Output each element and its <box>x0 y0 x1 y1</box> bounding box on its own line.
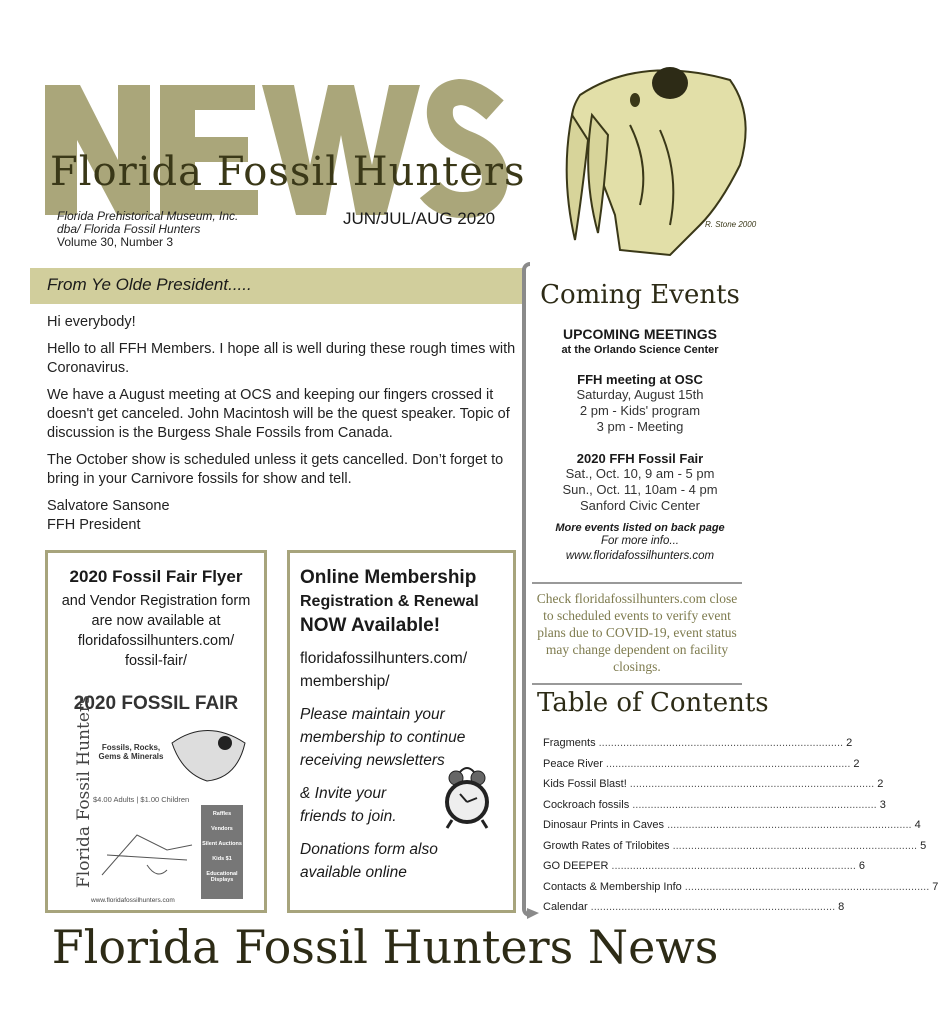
artist-signature: R. Stone 2000 <box>705 220 757 229</box>
toc-page: 8 <box>838 901 845 914</box>
membership-subtitle: Registration & Renewal <box>300 593 479 610</box>
url-line[interactable]: floridafossilhunters.com/ <box>300 650 468 667</box>
coming-events-title: Coming Events <box>540 280 740 310</box>
signature-name: Salvatore Sansone <box>47 498 170 514</box>
fossil-fair-flyer-image[interactable] <box>61 693 251 908</box>
more-info: For more info... <box>601 535 679 547</box>
toc-title: Table of Contents <box>537 688 769 718</box>
toc-page: 3 <box>879 798 886 811</box>
toc-item[interactable] <box>543 877 938 898</box>
toc-label: Fragments <box>543 737 596 750</box>
membership-box <box>287 550 516 913</box>
donations-text: Donations form also available online <box>300 841 438 881</box>
toc-item[interactable] <box>543 733 853 754</box>
flyer-side-text: Florida Fossil Hunters <box>74 695 94 888</box>
flyer-sidebar-item: Kids $1 <box>212 856 232 862</box>
toc-page: 6 <box>858 860 866 873</box>
toc-label: Kids Fossil Blast! <box>543 778 627 791</box>
flyer-skull-icon <box>167 723 249 783</box>
meeting-line: 2 pm - Kids' program <box>579 403 701 418</box>
toc-page: 4 <box>914 819 921 832</box>
toc-leader: ................................................................................ <box>629 778 875 791</box>
toc-leader: ................................................................................ <box>672 839 918 852</box>
toc-leader: ................................................................................ <box>590 901 836 914</box>
covid-notice: Check floridafossilhunters.com close to scheduled events to verify event plans due to COVID-19, event status may change dependent on facility closings. <box>532 582 742 685</box>
membership-link[interactable] <box>300 647 503 693</box>
flyer-sidebar-item: Vendors <box>211 826 233 832</box>
president-letter <box>47 313 517 535</box>
flyer-price: $4.00 Adults | $1.00 Children <box>93 795 190 804</box>
website-link[interactable]: www.floridafossilhunters.com <box>565 550 715 562</box>
org-script-title: Florida Fossil Hunters <box>50 149 526 195</box>
bracket-divider <box>522 262 530 917</box>
table-of-contents <box>543 733 938 918</box>
toc-leader: ................................................................................ <box>632 798 877 811</box>
toc-item[interactable] <box>543 815 921 836</box>
url-line[interactable]: membership/ <box>300 673 390 690</box>
toc-label: Dinosaur Prints in Caves <box>543 819 665 832</box>
membership-title: Online Membership <box>300 567 477 588</box>
paragraph: Hello to all FFH Members. I hope all is well during these rough times with Coronavirus. <box>47 341 516 376</box>
maintain-text: Please maintain your membership to continue receiving newsletters <box>300 706 466 769</box>
fair-line: Sanford Civic Center <box>580 498 700 513</box>
paragraph: Hi everybody! <box>47 314 136 330</box>
news-masthead-logo <box>0 0 520 230</box>
paragraph: We have a August meeting at OCS and keeping our fingers crossed it doesn't get canceled. John Macintosh will be the quest speaker. Topic of discussion is the Burgess Shale Fossils from Canada. <box>47 387 510 441</box>
toc-item[interactable] <box>543 754 860 775</box>
toc-leader: ................................................................................ <box>598 737 844 750</box>
flyer-link[interactable]: floridafossilhunters.com/ <box>77 633 235 649</box>
flyer-image-title: 2020 FOSSIL FAIR <box>73 693 239 714</box>
toc-page: 2 <box>846 737 853 750</box>
more-events: More events listed on back page <box>555 522 725 534</box>
toc-item[interactable] <box>543 774 884 795</box>
paragraph: The October show is scheduled unless it gets cancelled. Don’t forget to bring in your Carnivore fossils for show and tell. <box>47 452 504 487</box>
fair-line: Sun., Oct. 11, 10am - 4 pm <box>562 482 718 497</box>
meeting-title: FFH meeting at OSC <box>577 372 703 387</box>
flyer-text: are now available at <box>91 613 221 629</box>
toc-item[interactable] <box>543 795 886 816</box>
coming-events <box>535 280 745 564</box>
toc-page: 2 <box>853 757 860 770</box>
signature-title: FFH President <box>47 517 141 533</box>
toc-page: 7 <box>932 880 938 893</box>
toc-item[interactable] <box>543 897 845 918</box>
toc-label: Cockroach fossils <box>543 798 630 811</box>
toc-page: 2 <box>877 778 884 791</box>
toc-leader: ................................................................................ <box>611 860 856 873</box>
flyer-sidebar-item: Raffles <box>212 811 232 817</box>
volume: Volume 30, Number 3 <box>57 235 174 249</box>
toc-page: 5 <box>920 839 927 852</box>
dba: dba/ Florida Fossil Hunters <box>57 222 201 236</box>
flyer-url: www.floridafossilhunters.com <box>91 897 175 904</box>
toc-leader: ................................................................................ <box>684 880 930 893</box>
toc-item[interactable] <box>543 856 866 877</box>
flyer-title: 2020 Fossil Fair Flyer <box>69 567 243 586</box>
president-heading: From Ye Olde President..... <box>30 268 524 304</box>
now-available: NOW Available! <box>300 615 441 636</box>
fair-title: 2020 FFH Fossil Fair <box>576 451 704 466</box>
flyer-text: and Vendor Registration form <box>61 593 251 609</box>
alarm-clock-icon <box>442 768 492 832</box>
fair-line: Sat., Oct. 10, 9 am - 5 pm <box>565 466 715 481</box>
flyer-sidebar <box>201 805 243 899</box>
footer-title: Florida Fossil Hunters News <box>51 920 719 974</box>
flyer-headline: Fossils, Rocks, Gems & Minerals <box>98 743 164 761</box>
toc-leader: ................................................................................ <box>605 757 851 770</box>
toc-label: GO DEEPER <box>543 860 609 873</box>
masthead-subtitle <box>57 210 238 249</box>
flyer-map <box>97 815 197 885</box>
publisher: Florida Prehistorical Museum, Inc. <box>57 209 239 223</box>
toc-label: Calendar <box>543 901 588 914</box>
flyer-sidebar-item: Silent Auctions <box>202 841 242 847</box>
fossil-fair-flyer-box <box>45 550 267 913</box>
invite-text: & Invite your friends to join. <box>300 785 397 825</box>
meeting-line: 3 pm - Meeting <box>596 419 684 434</box>
issue-date: JUN/JUL/AUG 2020 <box>343 209 496 228</box>
toc-leader: ................................................................................ <box>667 819 912 832</box>
toc-label: Growth Rates of Trilobites <box>543 839 670 852</box>
upcoming-meetings: UPCOMING MEETINGS <box>562 326 717 342</box>
toc-label: Contacts & Membership Info <box>543 880 682 893</box>
flyer-sidebar-item: Educational Displays <box>206 871 238 883</box>
meeting-line: Saturday, August 15th <box>576 387 704 402</box>
toc-item[interactable] <box>543 836 927 857</box>
meeting-location: at the Orlando Science Center <box>561 344 719 356</box>
flyer-link[interactable]: fossil-fair/ <box>124 653 188 669</box>
sabertooth-skull-illustration <box>520 55 755 260</box>
toc-label: Peace River <box>543 757 603 770</box>
